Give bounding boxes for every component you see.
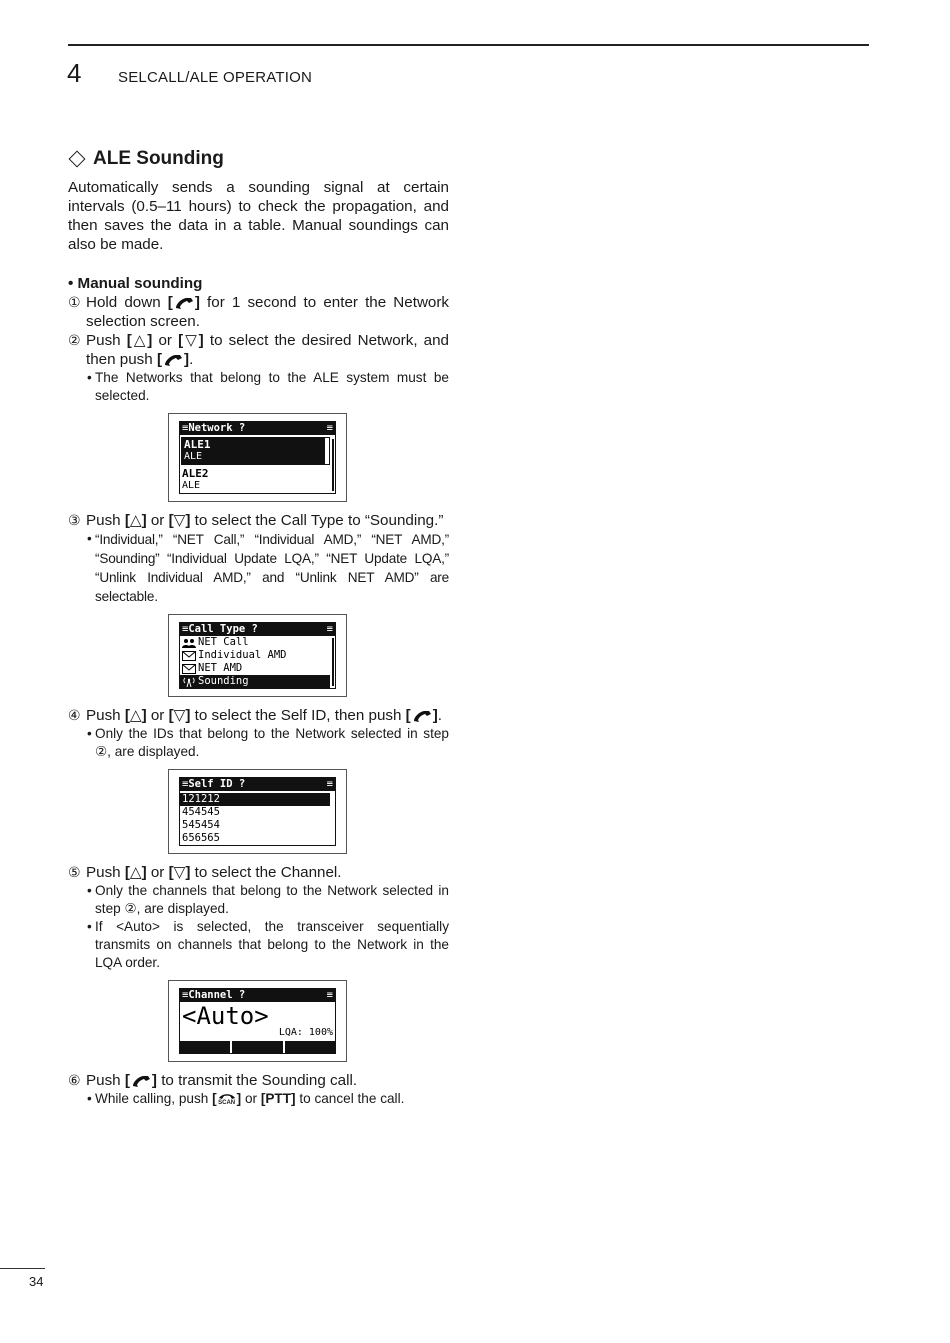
lcd-list-item [180,636,330,649]
group-icon [182,638,198,648]
hang-up-icon [218,1092,236,1100]
menu-icon: ≡ [182,623,189,635]
step-number: ④ [68,707,81,723]
up-key: [△] [126,332,153,349]
step-text: or [146,512,169,529]
lcd-scrollbar [332,439,334,491]
chapter-number: 4 [67,58,82,88]
note-text: or [241,1091,261,1106]
self-id-screen [168,769,347,854]
step-text: to select the desired Network, and then push [86,332,450,368]
phone-handset-icon [162,353,184,367]
step-text: Push [86,1072,125,1089]
step-text: . [189,351,194,368]
menu-icon: ≡ [326,778,333,790]
step-text: for 1 second to enter the Network selection screen. [86,294,450,330]
lqa-readout: LQA: 100% [278,1027,333,1038]
lcd-title-bar [180,422,335,435]
function-key [232,1041,282,1053]
menu-icon: ≡ [182,989,189,1001]
step-1 [68,293,449,331]
note-text: The Networks that belong to the ALE system must be selected. [95,370,449,403]
network-type: ALE [182,480,201,491]
note-text: “Individual,” “NET Call,” “Individual AMD,” “NET AMD,” “Sounding” “Individual Update LQA,” “NET Update LQA,” “Unlink Individual AMD,” and “Unlink NET AMD” are selectable. [95,532,449,604]
note-text: Only the IDs that belong to the Network selected in step ②, are displayed. [95,726,449,759]
call-key: [ ] [156,351,190,368]
step-2 [68,331,449,369]
envelope-icon [182,664,198,674]
step-text: or [152,332,179,349]
down-key: [▽] [168,512,191,529]
lcd-list-item-selected [182,438,324,464]
content-column [68,146,449,1108]
lcd-title-bar [180,623,335,636]
scan-label: SCAN [218,1099,236,1106]
note-text: to cancel the call. [295,1091,405,1106]
menu-icon: ≡ [182,778,189,790]
call-type-screen [168,614,347,697]
phone-handset-icon [411,709,433,723]
step-text: to select the Self ID, then push [190,707,406,724]
lcd-display [179,988,336,1054]
step-text: to select the Call Type to “Sounding.” [190,512,444,529]
lcd-title: Call Type ? [188,623,258,635]
up-key: [△] [124,864,147,881]
lcd-display [179,421,336,494]
step-number: ⑤ [68,864,81,880]
antenna-icon [182,677,198,687]
lcd-scrollbar [332,638,334,686]
step-3 [68,511,449,530]
up-key: [△] [124,707,147,724]
network-name: ALE2 [182,467,209,480]
step-text: or [146,864,169,881]
lcd-title-bar [180,989,335,1002]
down-key: [▽] [178,332,204,349]
lcd-title: Network ? [188,422,246,434]
envelope-icon [182,651,198,661]
lcd-display [179,777,336,846]
section-heading [68,146,449,172]
menu-icon: ≡ [326,422,333,434]
phone-handset-icon [173,296,195,310]
function-key [180,1041,230,1053]
network-screen [168,413,347,502]
channel-value: <Auto> [182,1002,269,1030]
note-text: While calling, push [95,1091,213,1106]
section-intro: Automatically sends a sounding signal at certain intervals (0.5–11 hours) to check the propagation, and then saves the data in a table. Manual soundings can also be made. [68,179,449,253]
ptt-key: [PTT] [260,1091,296,1106]
step-4-note: • Only the IDs that belong to the Network selected in step ②, are displayed. [87,726,449,759]
step-text: Push [86,512,125,529]
lcd-list-item [180,467,330,493]
network-name: ALE1 [184,438,211,451]
lcd-title: Channel ? [188,989,246,1001]
header-rule [68,44,869,46]
network-type: ALE [184,451,203,462]
step-text: to select the Channel. [190,864,342,881]
call-type-label: NET AMD [198,662,243,674]
step-number: ⑥ [68,1072,81,1088]
scan-key: [ SCAN ] [212,1091,242,1106]
call-type-label: Individual AMD [198,649,287,661]
step-5-note-1: • Only the channels that belong to the Network selected in step ②, are displayed. [87,883,449,916]
step-text: or [146,707,169,724]
step-number: ② [68,332,81,348]
page-number: 34 [29,1274,44,1289]
lcd-list-item: 545454 [182,819,220,831]
lcd-list-item-selected [180,675,330,688]
menu-icon: ≡ [326,989,333,1001]
lcd-list-item: 454545 [182,806,220,818]
call-key: [ ] [124,1072,157,1089]
phone-handset-icon [130,1074,152,1088]
lcd-list-item [180,662,330,675]
step-4 [68,706,449,725]
note-text: Only the channels that belong to the Network selected in step ②, are displayed. [95,883,449,916]
lcd-title-bar [180,778,335,791]
step-text: . [437,707,443,724]
call-type-label: NET Call [198,636,249,648]
up-key: [△] [124,512,147,529]
chapter-title: SELCALL/ALE OPERATION [118,69,312,86]
step-number: ① [68,294,81,310]
function-key [285,1041,335,1053]
step-number: ③ [68,512,81,528]
function-key-bar [180,1041,335,1053]
step-3-note: • “Individual,” “NET Call,” “Individual AMD,” “NET AMD,” “Sounding” “Individual Update LQA,” “NET Update LQA,” “Unlink Individual AMD,” and “Unlink NET AMD” are selectable. [87,531,449,604]
menu-icon: ≡ [182,422,189,434]
channel-screen [168,980,347,1062]
step-text: Hold down [86,294,168,311]
step-text: to transmit the Sounding call. [156,1072,358,1089]
section-title: ALE Sounding [93,148,224,169]
call-key: [ ] [167,294,200,311]
step-2-note: • The Networks that belong to the ALE system must be selected. [87,370,449,403]
step-text: Push [86,707,125,724]
footer-rule [0,1268,45,1269]
step-text: Push [86,864,125,881]
step-6 [68,1071,449,1090]
down-key: [▽] [168,864,191,881]
call-key: [ ] [405,707,438,724]
step-5-note-2: • If <Auto> is selected, the transceiver sequentially transmits on channels that belong to the Network in the LQA order. [87,919,449,970]
lcd-title: Self ID ? [188,778,246,790]
lcd-display [179,622,336,689]
call-type-label: Sounding [198,675,249,687]
diamond-icon [69,151,86,168]
note-text: If <Auto> is selected, the transceiver sequentially transmits on channels that belong to the Network in the LQA order. [95,919,449,970]
step-5 [68,863,449,882]
step-6-note: • While calling, push [ SCAN ] or [PTT] to cancel the call. [87,1091,405,1106]
lcd-list-item: 656565 [182,832,220,844]
manual-sounding-heading: • Manual sounding [68,275,203,292]
menu-icon: ≡ [326,623,333,635]
lcd-list-item-selected: 121212 [180,793,330,806]
lcd-list-item [180,649,330,662]
down-key: [▽] [168,707,191,724]
step-text: Push [86,332,127,349]
